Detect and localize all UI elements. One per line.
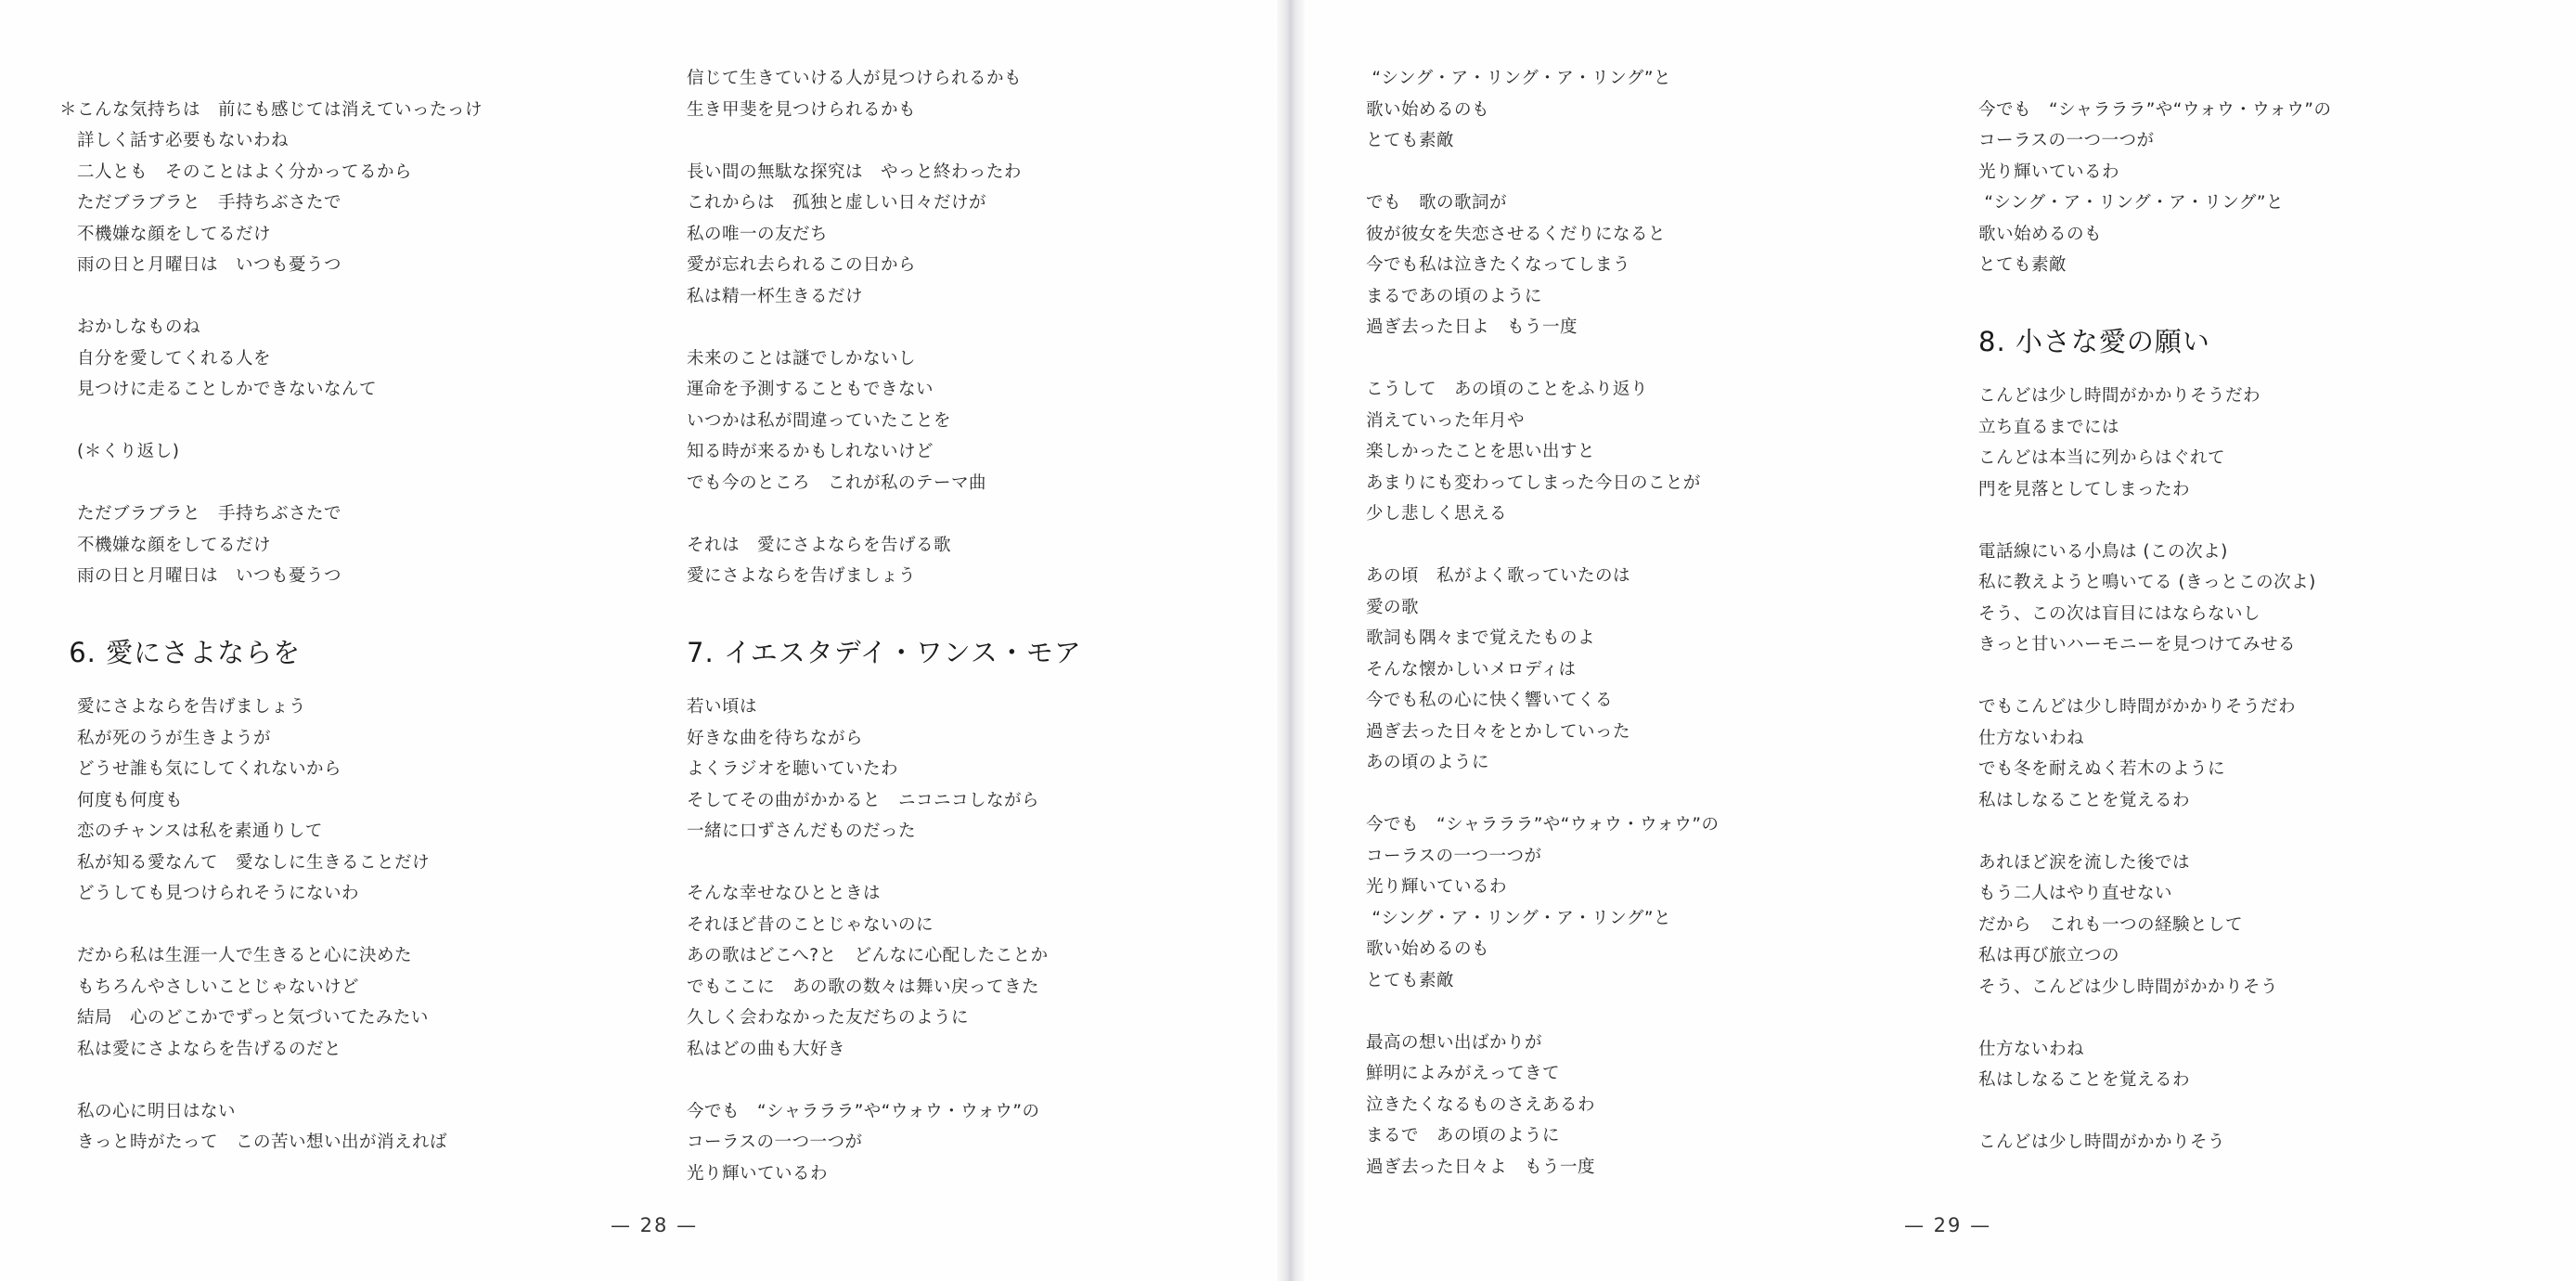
lyric-line: ただブラブラと 手持ちぶさたで (59, 193, 342, 213)
stanza-break (1366, 996, 1960, 1028)
stanza-break (1366, 779, 1960, 810)
lyric-line: 一緒に口ずさんだものだった (687, 822, 917, 841)
right-page-column-1 (1366, 63, 1960, 1183)
lyric-line: おかしなものね (59, 317, 201, 337)
stanza-break (59, 406, 653, 437)
lyric-line: 立ち直るまでには (1978, 417, 2120, 437)
lyric-line: どうせ誰も気にしてくれないから (59, 759, 342, 779)
lyric-line: あの頃 私がよく歌っていたのは (1366, 566, 1631, 586)
lyric-line: 愛にさよならを告げましょう (687, 566, 917, 586)
song-title: 7. イエスタデイ・ワンス・モア (687, 637, 1082, 668)
lyric-line: 歌い始めるのも (1366, 99, 1490, 120)
lyric-line: でも今のところ これが私のテーマ曲 (687, 472, 987, 493)
lyric-line: 自分を愛してくれる人を (59, 348, 272, 369)
lyric-line: コーラスの一つ一つが (1366, 846, 1542, 866)
lyric-line: それは 愛にさよならを告げる歌 (687, 535, 952, 555)
stanza-break (687, 498, 1281, 530)
lyric-line: 信じて生きていける人が見つけられるかも (687, 69, 1023, 88)
lyric-line: でも冬を耐えぬく若木のように (1978, 759, 2226, 779)
lyric-line: 私に教えようと鳴いてる (きっとこの次よ) (1978, 573, 2316, 592)
stanza-break (1978, 1003, 2572, 1034)
lyric-line: それほど昔のことじゃないのに (687, 914, 934, 935)
stanza-break (1366, 530, 1960, 562)
lyric-line: まるで あの頃のように (1366, 1126, 1560, 1145)
lyric-line: 愛にさよならを告げましょう (59, 697, 307, 717)
stanza-break (59, 910, 653, 941)
lyric-line: 雨の日と月曜日は いつも憂うつ (59, 566, 342, 586)
lyric-line: そう、こんどは少し時間がかかりそう (1978, 977, 2279, 997)
lyric-line: (＊くり返し) (59, 442, 180, 461)
stanza-break (1978, 1096, 2572, 1128)
stanza-break (59, 468, 653, 499)
lyric-line: でもここに あの歌の数々は舞い戻ってきた (687, 977, 1040, 997)
left-page-column-1 (59, 63, 653, 1158)
lyric-line: 二人とも そのことはよく分かってるから (59, 162, 413, 182)
stanza-break (1366, 157, 1960, 188)
lyric-line: 私はしなることを覚えるわ (1978, 790, 2191, 810)
stanza-break (687, 592, 1281, 624)
stanza-break (59, 63, 653, 95)
stanza-break (1978, 816, 2572, 848)
lyric-line: でも 歌の歌詞が (1366, 193, 1508, 213)
lyric-line: 光り輝いているわ (1978, 162, 2120, 182)
lyric-line: 何度も何度も (59, 790, 184, 810)
lyric-line: 長い間の無駄な探究は やっと終わったわ (687, 162, 1022, 182)
page-number: — 28 — (611, 1214, 699, 1236)
lyric-line: 私は愛にさよならを告げるのだと (59, 1039, 342, 1059)
song-title: 6. 愛にさよならを (59, 637, 302, 668)
right-page (1288, 0, 2576, 1281)
lyric-line: 仕方ないわね (1978, 728, 2085, 748)
lyric-line: 消えていった年月や (1366, 410, 1526, 431)
lyric-line: 私は精一杯生きるだけ (687, 286, 864, 306)
lyric-line: 見つけに走ることしかできないなんて (59, 380, 378, 399)
lyric-line: 今でも “シャラララ”や“ウォウ・ウォウ”の (687, 1101, 1040, 1121)
lyric-line: そう、この次は盲目にはならないし (1978, 603, 2261, 624)
stanza-break (1978, 661, 2572, 692)
lyric-line: 鮮明によみがえってきて (1366, 1064, 1561, 1083)
lyric-line: 今でも私は泣きたくなってしまう (1366, 255, 1631, 275)
lyric-line: あの歌はどこへ?と どんなに心配したことか (687, 946, 1049, 965)
lyric-line: 過ぎ去った日よ もう一度 (1366, 317, 1578, 337)
lyric-line: 歌詞も隅々まで覚えたものよ (1366, 628, 1596, 648)
stanza-break (1978, 281, 2572, 313)
lyric-line: 私の心に明日はない (59, 1101, 237, 1121)
stanza-break (59, 281, 653, 313)
song-title: 8. 小さな愛の願い (1978, 326, 2210, 357)
stanza-break (1978, 63, 2572, 95)
lyric-line: 過ぎ去った日々よ もう一度 (1366, 1157, 1596, 1177)
lyric-line: 生き甲斐を見つけられるかも (687, 99, 917, 120)
lyric-line: 最高の想い出ばかりが (1366, 1032, 1543, 1053)
lyric-line: 私が死のうが生きようが (59, 728, 272, 748)
lyric-line: 電話線にいる小鳥は (この次よ) (1978, 541, 2228, 562)
lyric-line: 今でも私の心に快く響いてくる (1366, 691, 1614, 710)
lyric-line: とても素敵 (1978, 255, 2067, 275)
lyric-line: “シング・ア・リング・ア・リング”と (1366, 69, 1671, 88)
lyric-line: とても素敵 (1366, 970, 1455, 990)
lyric-line: ＊こんな気持ちは 前にも感じては消えていったっけ (59, 99, 483, 120)
lyric-line: 歌い始めるのも (1978, 224, 2103, 244)
lyric-line: とても素敵 (1366, 131, 1455, 150)
lyric-line: 愛の歌 (1366, 597, 1420, 617)
lyric-line: 過ぎ去った日々をとかしていった (1366, 721, 1631, 742)
left-page-column-2 (687, 63, 1281, 1189)
lyric-line: あまりにも変わってしまった今日のことが (1366, 472, 1701, 493)
lyric-line: 久しく会わなかった友だちのように (687, 1008, 970, 1028)
lyric-line: 詳しく話す必要もないわね (59, 131, 290, 150)
lyric-line: よくラジオを聴いていたわ (687, 759, 899, 779)
lyric-line: 彼が彼女を失恋させるくだりになると (1366, 224, 1667, 244)
lyric-line: どうしても見つけられそうにないわ (59, 884, 360, 903)
lyric-line: 今でも “シャラララ”や“ウォウ・ウォウ”の (1366, 815, 1719, 835)
lyric-line: いつかは私が間違っていたことを (687, 410, 952, 431)
lyric-line: 雨の日と月曜日は いつも憂うつ (59, 255, 342, 275)
lyric-line: だから これも一つの経験として (1978, 914, 2244, 935)
lyric-line: そんな懐かしいメロディは (1366, 659, 1577, 679)
lyric-line: 泣きたくなるものさえあるわ (1366, 1094, 1596, 1115)
lyric-line: もちろんやさしいことじゃないけど (59, 977, 360, 997)
lyric-line: 愛が忘れ去られるこの日から (687, 255, 917, 275)
lyric-line: 恋のチャンスは私を素通りして (59, 822, 323, 841)
lyric-line: 私はどの曲も大好き (687, 1039, 846, 1059)
lyric-line: 今でも “シャラララ”や“ウォウ・ウォウ”の (1978, 99, 2332, 120)
lyric-line: こんどは少し時間がかかりそう (1978, 1132, 2226, 1152)
lyric-line: そんな幸せなひとときは (687, 884, 882, 903)
lyric-line: 私が知る愛なんて 愛なしに生きることだけ (59, 852, 431, 873)
lyric-line: 門を見落としてしまったわ (1978, 479, 2191, 499)
lyric-line: そしてその曲がかかると ニコニコしながら (687, 790, 1040, 810)
lyric-line: コーラスの一つ一つが (687, 1132, 863, 1152)
lyric-line: でもこんどは少し時間がかかりそうだわ (1978, 697, 2297, 717)
lyric-line: 好きな曲を待ちながら (687, 728, 864, 748)
lyric-line: だから私は生涯一人で生きると心に決めた (59, 946, 413, 965)
stanza-break (687, 125, 1281, 157)
lyric-line: 私の唯一の友だち (687, 224, 829, 244)
stanza-break (687, 848, 1281, 879)
stanza-break (1978, 505, 2572, 537)
stanza-break (59, 1065, 653, 1096)
lyric-line: 結局 心のどこかでずっと気づいてたみたい (59, 1008, 429, 1028)
lyric-line: 光り輝いているわ (1366, 877, 1508, 897)
lyric-line: ただブラブラと 手持ちぶさたで (59, 504, 342, 524)
lyric-line: “シング・ア・リング・ア・リング”と (1366, 908, 1671, 928)
lyric-line: 不機嫌な顔をしてるだけ (59, 535, 272, 555)
stanza-break (687, 1065, 1281, 1096)
lyric-line: 光り輝いているわ (687, 1163, 829, 1184)
lyric-line: 楽しかったことを思い出すと (1366, 442, 1596, 461)
book-gutter (1277, 0, 1305, 1281)
lyric-line: 仕方ないわね (1978, 1039, 2085, 1059)
lyric-line: こんどは少し時間がかかりそうだわ (1978, 386, 2261, 406)
lyric-line: まるであの頃のように (1366, 286, 1542, 306)
lyric-line: 未来のことは謎でしかないし (687, 348, 917, 369)
right-page-column-2 (1978, 63, 2572, 1158)
stanza-break (1366, 343, 1960, 375)
lyric-line: “シング・ア・リング・ア・リング”と (1978, 193, 2284, 213)
lyric-line: 不機嫌な顔をしてるだけ (59, 224, 272, 244)
lyric-line: 知る時が来るかもしれないけど (687, 442, 934, 461)
lyric-line: あの頃のように (1366, 753, 1490, 772)
lyric-line: 運命を予測することもできない (687, 380, 934, 399)
lyric-line: もう二人はやり直せない (1978, 884, 2173, 903)
lyric-line: きっと甘いハーモニーを見つけてみせる (1978, 635, 2297, 654)
lyric-line: コーラスの一つ一つが (1978, 131, 2155, 150)
lyric-line: 若い頃は (687, 697, 758, 717)
lyric-line: 私は再び旅立つの (1978, 946, 2120, 965)
lyric-line: これからは 孤独と虚しい日々だけが (687, 193, 987, 213)
lyric-line: 歌い始めるのも (1366, 939, 1490, 959)
lyric-line: きっと時がたって この苦い想い出が消えれば (59, 1132, 448, 1152)
lyric-line: 少し悲しく思える (1366, 504, 1508, 524)
lyric-line: こんどは本当に列からはぐれて (1978, 448, 2226, 468)
stanza-break (59, 592, 653, 624)
lyric-line: 私はしなることを覚えるわ (1978, 1070, 2191, 1090)
lyric-line: こうして あの頃のことをふり返り (1366, 380, 1649, 399)
page-number: — 29 — (1904, 1214, 1992, 1236)
stanza-break (687, 312, 1281, 343)
lyric-line: あれほど涙を流した後では (1978, 852, 2191, 873)
